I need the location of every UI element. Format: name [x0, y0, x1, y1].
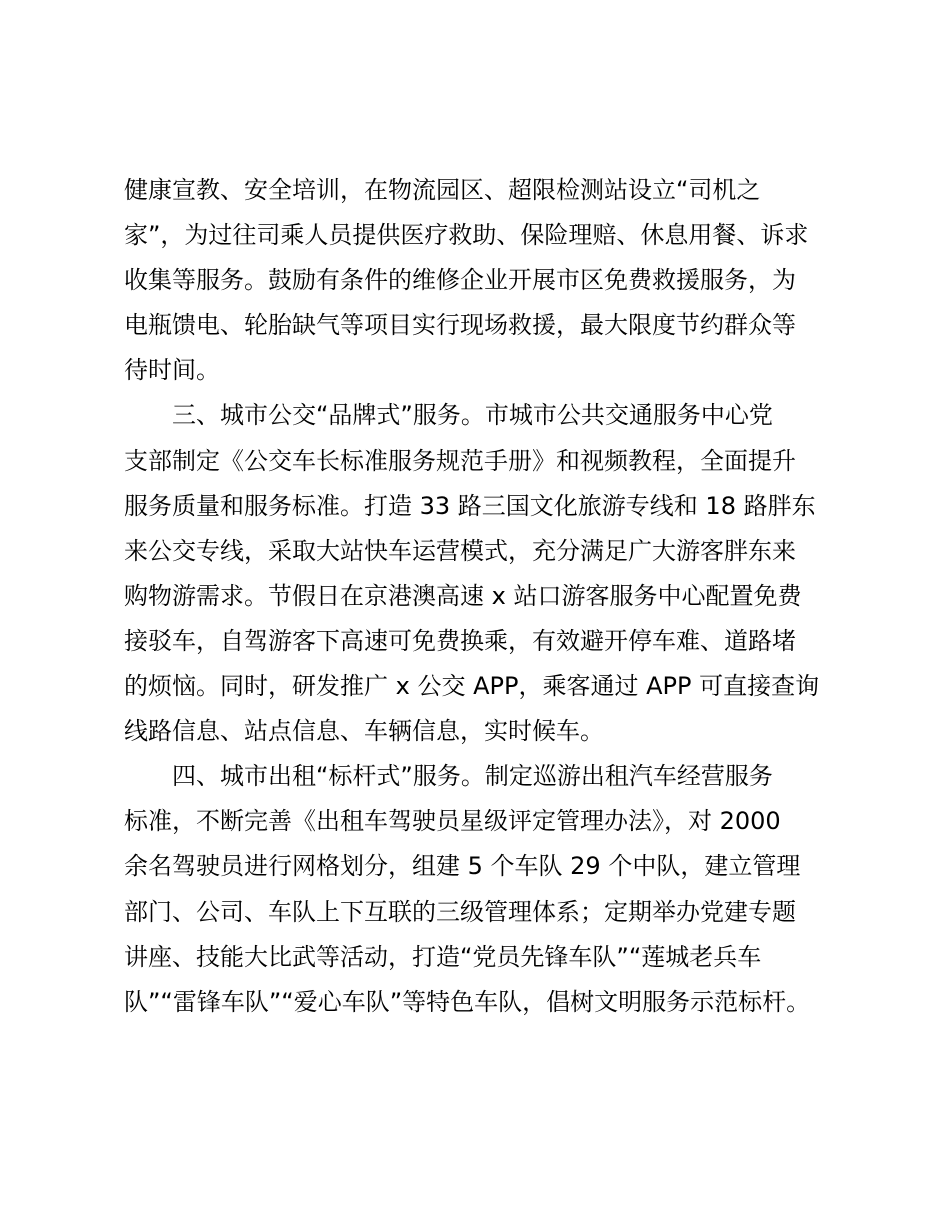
section-three-heading-line: 三、城市公交“品牌式”服务。市城市公共交通服务中心党	[172, 401, 773, 430]
text-line: 标准，不断完善《出租车驾驶员星级评定管理办法》，对 2000	[124, 807, 781, 836]
text-line: 服务质量和服务标准。打造 33 路三国文化旅游专线和 18 路胖东	[124, 491, 816, 520]
text-line: 购物游需求。节假日在京港澳高速 x 站口游客服务中心配置免费	[124, 581, 802, 610]
text-line: 余名驾驶员进行网格划分，组建 5 个车队 29 个中队，建立管理	[124, 852, 801, 881]
text-line: 家”，为过往司乘人员提供医疗救助、保险理赔、休息用餐、诉求	[124, 221, 809, 250]
text-line: 队”“雷锋车队”“爱心车队”等特色车队，倡树文明服务示范标杆。	[124, 987, 811, 1016]
text-line: 部门、公司、车队上下互联的三级管理体系；定期举办党建专题	[124, 897, 796, 926]
text-line: 健康宣教、安全培训，在物流园区、超限检测站设立“司机之	[124, 176, 761, 204]
text-line: 的烦恼。同时，研发推广 x 公交 APP，乘客通过 APP 可直接查询	[124, 672, 820, 701]
text-line: 收集等服务。鼓励有条件的维修企业开展市区免费救援服务，为	[124, 266, 796, 295]
text-line: 来公交专线，采取大站快车运营模式，充分满足广大游客胖东来	[124, 536, 796, 565]
text-line: 支部制定《公交车长标准服务规范手册》和视频教程，全面提升	[124, 446, 796, 475]
text-line: 接驳车，自驾游客下高速可免费换乘，有效避开停车难、道路堵	[124, 626, 796, 655]
body-text	[124, 168, 836, 1025]
section-four-heading-line: 四、城市出租“标杆式”服务。制定巡游出租汽车经营服务	[172, 762, 773, 791]
text-line: 线路信息、站点信息、车辆信息，实时候车。	[124, 717, 604, 746]
text-line: 待时间。	[124, 356, 220, 385]
text-line: 讲座、技能大比武等活动，打造“党员先锋车队”“莲城老兵车	[124, 942, 762, 971]
text-line: 电瓶馈电、轮胎缺气等项目实行现场救援，最大限度节约群众等	[124, 311, 796, 340]
